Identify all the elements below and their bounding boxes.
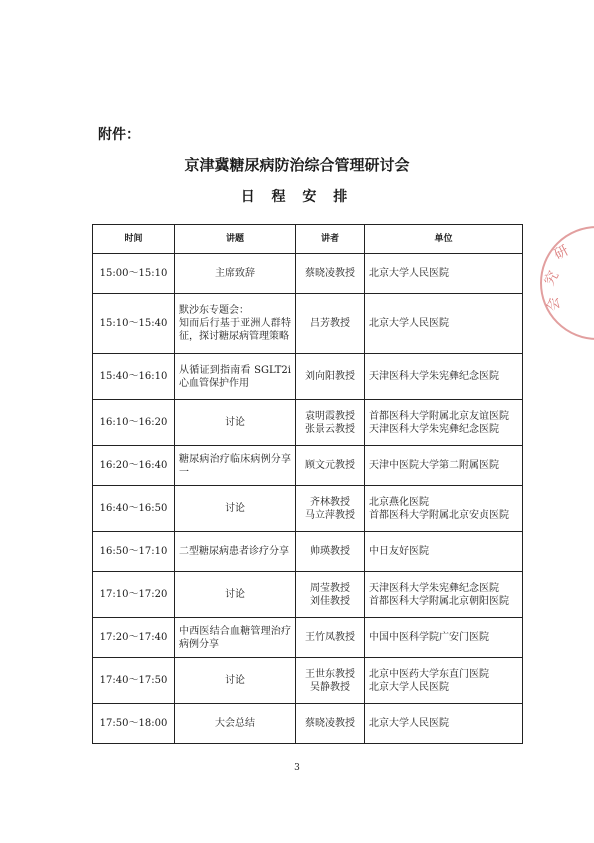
table-row: [93, 400, 523, 446]
cell-speaker: [296, 532, 365, 572]
unit-name: 北京燕化医院: [369, 496, 429, 508]
unit-name: 北京大学人民医院: [369, 718, 449, 729]
unit-name: 北京中医药大学东直门医院: [369, 668, 489, 680]
table-row: [93, 254, 523, 294]
table-row: [93, 658, 523, 704]
table-row: [93, 294, 523, 354]
cell-time: 16:40～16:50: [93, 486, 175, 532]
topic-text: 讨论: [225, 675, 245, 686]
cell-speaker: [296, 446, 365, 486]
column-header-unit: 单位: [365, 225, 523, 254]
cell-speaker: [296, 486, 365, 532]
cell-unit: [365, 532, 523, 572]
cell-unit: [365, 486, 523, 532]
table-header-row: [93, 225, 523, 254]
speaker-name: 齐林教授: [310, 496, 350, 508]
speaker-name: 刘佳教授: [310, 595, 350, 607]
unit-name: 中日友好医院: [369, 546, 429, 557]
document-subtitle: 日 程 安 排: [240, 189, 354, 205]
cell-topic: [175, 532, 296, 572]
cell-topic: [175, 618, 296, 658]
topic-text: 从循证到指南看 SGLT2i 心血管保护作用: [179, 364, 291, 389]
topic-text: 讨论: [225, 417, 245, 428]
unit-name: 北京大学人民医院: [369, 268, 449, 279]
cell-time: 16:20～16:40: [93, 446, 175, 486]
cell-topic: [175, 486, 296, 532]
speaker-name: 周莹教授: [310, 582, 350, 594]
unit-name: 首都医科大学附属北京友谊医院: [369, 410, 509, 422]
cell-topic: [175, 294, 296, 354]
topic-text: 讨论: [225, 589, 245, 600]
column-header-time: 时间: [93, 225, 175, 254]
cell-topic: [175, 704, 296, 744]
table-row: [93, 704, 523, 744]
schedule-table: [92, 224, 523, 744]
cell-unit: [365, 446, 523, 486]
cell-speaker: [296, 658, 365, 704]
cell-topic: [175, 446, 296, 486]
cell-unit: [365, 400, 523, 446]
unit-name: 天津医科大学朱宪彝纪念医院: [369, 582, 499, 594]
table-row: [93, 446, 523, 486]
table-row: [93, 486, 523, 532]
cell-speaker: [296, 572, 365, 618]
cell-time: 15:10～15:40: [93, 294, 175, 354]
topic-text: 默沙东专题会：: [179, 305, 249, 316]
cell-time: 15:40～16:10: [93, 354, 175, 400]
cell-unit: [365, 294, 523, 354]
unit-name: 天津医科大学朱宪彝纪念医院: [369, 423, 499, 435]
speaker-name: 蔡晓凌教授: [305, 268, 355, 279]
unit-name: 中国中医科学院广安门医院: [369, 632, 489, 643]
organization-seal: [540, 226, 594, 340]
speaker-name: 蔡晓凌教授: [305, 718, 355, 729]
cell-unit: [365, 572, 523, 618]
unit-name: 首都医科大学附属北京安贞医院: [369, 509, 509, 521]
unit-name: 天津医科大学朱宪彝纪念医院: [369, 371, 499, 382]
cell-topic: [175, 400, 296, 446]
speaker-name: 王世东教授: [305, 668, 355, 680]
unit-name: 北京大学人民医院: [369, 318, 449, 329]
cell-time: 17:10～17:20: [93, 572, 175, 618]
speaker-name: 马立萍教授: [305, 509, 355, 521]
cell-time: 16:10～16:20: [93, 400, 175, 446]
cell-topic: [175, 572, 296, 618]
document-title: 京津冀糖尿病防治综合管理研讨会: [184, 156, 410, 174]
speaker-name: 王竹凤教授: [305, 632, 355, 643]
cell-speaker: [296, 354, 365, 400]
cell-time: 17:50～18:00: [93, 704, 175, 744]
topic-text: 中西医结合血糖管理治疗病例分享: [179, 625, 291, 650]
cell-unit: [365, 618, 523, 658]
seal-char: 会: [544, 295, 564, 313]
cell-unit: [365, 254, 523, 294]
unit-name: 首都医科大学附属北京朝阳医院: [369, 595, 509, 607]
speaker-name: 袁明霞教授: [305, 410, 355, 422]
cell-speaker: [296, 254, 365, 294]
cell-topic: [175, 658, 296, 704]
speaker-name: 吴静教授: [310, 681, 350, 693]
cell-time: 17:20～17:40: [93, 618, 175, 658]
seal-char: 究: [541, 268, 563, 289]
speaker-name: 张景云教授: [305, 423, 355, 435]
table-row: [93, 532, 523, 572]
topic-text: 知而后行基于亚洲人群特征，探讨糖尿病管理策略: [179, 318, 291, 342]
schedule-body: [93, 254, 523, 744]
cell-unit: [365, 704, 523, 744]
topic-text: 大会总结: [215, 718, 255, 729]
speaker-name: 帅瑛教授: [310, 546, 350, 557]
unit-name: 北京大学人民医院: [369, 681, 449, 693]
table-row: [93, 618, 523, 658]
cell-unit: [365, 658, 523, 704]
table-row: [93, 572, 523, 618]
table-row: [93, 354, 523, 400]
seal-char: 研: [551, 242, 572, 264]
speaker-name: 吕芳教授: [310, 318, 350, 329]
topic-text: 主席致辞: [215, 268, 255, 279]
cell-topic: [175, 354, 296, 400]
cell-speaker: [296, 400, 365, 446]
column-header-topic: 讲题: [175, 225, 296, 254]
cell-time: 17:40～17:50: [93, 658, 175, 704]
cell-unit: [365, 354, 523, 400]
speaker-name: 顾文元教授: [305, 460, 355, 471]
unit-name: 天津中医院大学第二附属医院: [369, 460, 499, 471]
cell-speaker: [296, 704, 365, 744]
topic-text: 二型糖尿病患者诊疗分享: [179, 546, 289, 557]
attachment-label: 附件：: [98, 127, 140, 143]
cell-topic: [175, 254, 296, 294]
cell-speaker: [296, 294, 365, 354]
column-header-speaker: 讲者: [296, 225, 365, 254]
topic-text: 讨论: [225, 503, 245, 514]
cell-time: 15:00～15:10: [93, 254, 175, 294]
speaker-name: 刘向阳教授: [305, 371, 355, 382]
page-number: 3: [294, 763, 300, 773]
cell-speaker: [296, 618, 365, 658]
cell-time: 16:50～17:10: [93, 532, 175, 572]
topic-text: 糖尿病治疗临床病例分享一: [179, 453, 291, 478]
